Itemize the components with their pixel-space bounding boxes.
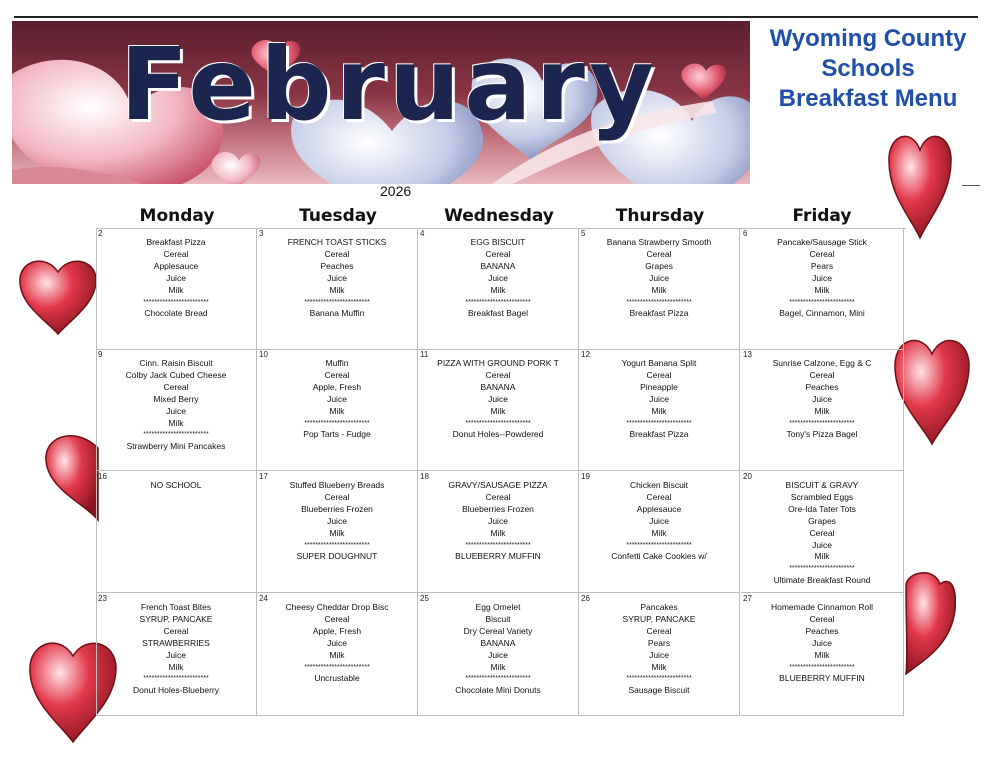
menu-item: Cereal bbox=[485, 369, 511, 380]
menu-item: Milk bbox=[651, 661, 667, 672]
menu-item: Chocolate Mini Donuts bbox=[455, 685, 541, 696]
menu-item: Breakfast Pizza bbox=[629, 429, 689, 440]
calendar-day-cell bbox=[418, 593, 579, 716]
banner-month-title: February bbox=[120, 26, 659, 143]
menu-items bbox=[579, 480, 739, 563]
month-banner bbox=[12, 21, 750, 184]
menu-item: BANANA bbox=[480, 381, 516, 392]
year-label: 2026 bbox=[380, 183, 412, 199]
day-number: 17 bbox=[259, 472, 268, 481]
menu-item: Bagel, Cinnamon, Mini bbox=[779, 308, 865, 319]
menu-item: Chocolate Bread bbox=[144, 308, 208, 319]
menu-item: Peaches bbox=[805, 625, 839, 636]
menu-item: Milk bbox=[168, 284, 184, 295]
menu-item: Milk bbox=[814, 405, 830, 416]
calendar-day-cell bbox=[96, 471, 257, 593]
day-number: 6 bbox=[743, 229, 748, 238]
menu-separator: ************************ bbox=[465, 419, 531, 427]
day-number: 26 bbox=[581, 594, 590, 603]
menu-item: Juice bbox=[488, 272, 508, 283]
menu-items bbox=[418, 358, 578, 441]
menu-item: Juice bbox=[166, 649, 186, 660]
heart-icon bbox=[892, 330, 972, 448]
menu-item: Uncrustable bbox=[314, 673, 360, 684]
day-number: 25 bbox=[420, 594, 429, 603]
menu-item: SYRUP, PANCAKE bbox=[622, 613, 696, 624]
menu-item: Juice bbox=[649, 272, 669, 283]
day-number: 13 bbox=[743, 350, 752, 359]
menu-items bbox=[741, 602, 903, 685]
menu-item: Milk bbox=[490, 661, 506, 672]
menu-title: Wyoming County Schools Breakfast Menu bbox=[769, 25, 967, 112]
menu-item: Juice bbox=[327, 637, 347, 648]
menu-separator: ************************ bbox=[626, 419, 692, 427]
menu-item: Cereal bbox=[809, 613, 835, 624]
day-number: 11 bbox=[420, 350, 429, 359]
menu-item: GRAVY/SAUSAGE PIZZA bbox=[448, 480, 548, 490]
day-number: 23 bbox=[98, 594, 107, 603]
menu-item: BISCUIT & GRAVY bbox=[785, 480, 859, 490]
menu-item: BANANA bbox=[480, 637, 516, 648]
menu-separator: ************************ bbox=[143, 298, 209, 306]
menu-item: Juice bbox=[812, 539, 832, 550]
menu-item: Juice bbox=[327, 393, 347, 404]
day-number: 20 bbox=[743, 472, 752, 481]
menu-item: Donut Holes--Powdered bbox=[452, 429, 544, 440]
menu-item: Cereal bbox=[324, 369, 350, 380]
calendar-day-cell bbox=[96, 349, 257, 471]
menu-item: Muffin bbox=[325, 358, 349, 368]
day-number: 24 bbox=[259, 594, 268, 603]
menu-items bbox=[741, 358, 903, 441]
menu-separator: ************************ bbox=[626, 675, 692, 683]
menu-item: Milk bbox=[814, 551, 830, 562]
calendar-day-cell bbox=[257, 471, 418, 593]
menu-item: FRENCH TOAST STICKS bbox=[287, 237, 387, 247]
menu-item: Scrambled Eggs bbox=[790, 491, 854, 502]
menu-item: Cereal bbox=[646, 491, 672, 502]
calendar-day-cell bbox=[96, 593, 257, 716]
menu-item: French Toast Bites bbox=[140, 602, 212, 612]
menu-item: Cereal bbox=[163, 381, 189, 392]
calendar-grid bbox=[96, 228, 904, 716]
day-number: 4 bbox=[420, 229, 425, 238]
menu-separator: ************************ bbox=[789, 663, 855, 671]
menu-item: Pancake/Sausage Stick bbox=[777, 237, 867, 247]
menu-item: Stuffed Blueberry Breads bbox=[289, 480, 385, 490]
menu-item: Milk bbox=[490, 527, 506, 538]
menu-item: BLUEBERRY MUFFIN bbox=[779, 673, 865, 684]
menu-separator: ************************ bbox=[143, 431, 209, 439]
day-header-monday: Monday bbox=[139, 206, 215, 226]
menu-item: Sausage Biscuit bbox=[628, 685, 690, 696]
menu-item: Strawberry Mini Pancakes bbox=[126, 441, 226, 452]
menu-item: Milk bbox=[490, 405, 506, 416]
calendar-day-cell bbox=[257, 349, 418, 471]
menu-item: Biscuit bbox=[485, 613, 511, 624]
menu-item: Cereal bbox=[646, 248, 672, 259]
menu-items bbox=[579, 602, 739, 697]
menu-item: BANANA bbox=[480, 260, 516, 271]
day-header-friday: Friday bbox=[792, 206, 852, 226]
menu-item: Blueberries Frozen bbox=[301, 503, 373, 514]
menu-item: Cereal bbox=[646, 625, 672, 636]
menu-item: Juice bbox=[488, 649, 508, 660]
menu-item: Tony's Pizza Bagel bbox=[786, 429, 858, 440]
menu-items bbox=[96, 358, 256, 453]
menu-items bbox=[257, 602, 417, 685]
menu-item: Juice bbox=[488, 393, 508, 404]
menu-separator: ************************ bbox=[304, 541, 370, 549]
top-rule bbox=[14, 16, 978, 18]
menu-items bbox=[741, 480, 903, 587]
menu-separator: ************************ bbox=[304, 298, 370, 306]
menu-item: BLUEBERRY MUFFIN bbox=[455, 551, 541, 562]
menu-item: Pop Tarts - Fudge bbox=[303, 429, 371, 440]
menu-item: Breakfast Pizza bbox=[146, 237, 206, 247]
menu-item: Grapes bbox=[808, 515, 836, 526]
menu-item: Milk bbox=[651, 405, 667, 416]
menu-item: Milk bbox=[651, 284, 667, 295]
calendar-day-cell bbox=[741, 349, 904, 471]
menu-separator: ************************ bbox=[465, 541, 531, 549]
menu-item: Milk bbox=[814, 284, 830, 295]
side-rule bbox=[962, 185, 980, 186]
calendar-day-cell bbox=[579, 349, 740, 471]
menu-item: NO SCHOOL bbox=[150, 480, 202, 490]
menu-items bbox=[96, 480, 256, 492]
menu-item: Cereal bbox=[809, 248, 835, 259]
menu-item: Apple, Fresh bbox=[312, 381, 362, 392]
menu-item: Milk bbox=[329, 527, 345, 538]
menu-items bbox=[418, 480, 578, 563]
menu-item: PIZZA WITH GROUND PORK T bbox=[437, 358, 559, 368]
day-header-thursday: Thursday bbox=[615, 206, 705, 226]
menu-item: Milk bbox=[329, 405, 345, 416]
menu-items bbox=[257, 358, 417, 441]
menu-item: Juice bbox=[166, 405, 186, 416]
day-number: 19 bbox=[581, 472, 590, 481]
menu-item: Milk bbox=[490, 284, 506, 295]
menu-item: Chicken Biscuit bbox=[629, 480, 689, 490]
menu-item: Cinn. Raisin Biscuit bbox=[139, 358, 213, 368]
menu-item: Juice bbox=[166, 272, 186, 283]
menu-item: Cereal bbox=[485, 491, 511, 502]
menu-item: Pineapple bbox=[640, 381, 678, 392]
heart-icon bbox=[904, 566, 956, 678]
menu-separator: ************************ bbox=[143, 675, 209, 683]
menu-item: Sunrise Calzone, Egg & C bbox=[772, 358, 872, 368]
menu-item: Mixed Berry bbox=[153, 393, 199, 404]
menu-item: Homemade Cinnamon Roll bbox=[770, 602, 874, 612]
menu-item: Cereal bbox=[163, 625, 189, 636]
menu-item: Breakfast Bagel bbox=[467, 308, 528, 319]
menu-item: Ultimate Breakfast Round bbox=[773, 575, 871, 586]
menu-items bbox=[257, 480, 417, 563]
menu-separator: ************************ bbox=[789, 298, 855, 306]
menu-item: Pears bbox=[810, 260, 834, 271]
menu-items bbox=[418, 602, 578, 697]
menu-items bbox=[96, 237, 256, 320]
day-number: 10 bbox=[259, 350, 268, 359]
menu-item: SYRUP, PANCAKE bbox=[139, 613, 213, 624]
menu-item: Juice bbox=[327, 515, 347, 526]
day-number: 2 bbox=[98, 229, 103, 238]
menu-items bbox=[96, 602, 256, 697]
menu-item: Egg Omelet bbox=[475, 602, 521, 612]
menu-item: Pears bbox=[647, 637, 671, 648]
menu-item: Banana Strawberry Smooth bbox=[606, 237, 712, 247]
day-header-tuesday: Tuesday bbox=[299, 206, 377, 226]
menu-item: Applesauce bbox=[636, 503, 682, 514]
day-number: 16 bbox=[98, 472, 107, 481]
menu-separator: ************************ bbox=[465, 675, 531, 683]
menu-separator: ************************ bbox=[304, 419, 370, 427]
calendar-day-cell bbox=[418, 228, 579, 350]
menu-item: Cereal bbox=[324, 613, 350, 624]
menu-item: Cereal bbox=[809, 527, 835, 538]
calendar-day-cell bbox=[741, 228, 904, 350]
day-number: 5 bbox=[581, 229, 586, 238]
menu-item: Ore-Ida Tater Tots bbox=[788, 503, 856, 514]
menu-item: Cereal bbox=[809, 369, 835, 380]
calendar-day-cell bbox=[257, 593, 418, 716]
heart-icon bbox=[16, 254, 100, 338]
menu-item: Juice bbox=[327, 272, 347, 283]
menu-item: Blueberries Frozen bbox=[462, 503, 534, 514]
menu-item: Cereal bbox=[163, 248, 189, 259]
menu-item: Juice bbox=[649, 515, 669, 526]
menu-item: Cereal bbox=[324, 248, 350, 259]
menu-items bbox=[257, 237, 417, 320]
menu-item: Apple, Fresh bbox=[312, 625, 362, 636]
menu-separator: ************************ bbox=[789, 419, 855, 427]
menu-item: Juice bbox=[812, 272, 832, 283]
menu-item: Banana Muffin bbox=[309, 308, 365, 319]
menu-item: Milk bbox=[168, 417, 184, 428]
day-header-wednesday: Wednesday bbox=[444, 206, 554, 226]
day-number: 9 bbox=[98, 350, 103, 359]
menu-items bbox=[579, 358, 739, 441]
menu-item: Dry Cereal Variety bbox=[463, 625, 533, 636]
menu-item: Milk bbox=[651, 527, 667, 538]
menu-item: Donut Holes-Blueberry bbox=[133, 685, 219, 696]
menu-item: Confetti Cake Cookies w/ bbox=[611, 551, 707, 562]
menu-item: Juice bbox=[649, 649, 669, 660]
menu-separator: ************************ bbox=[304, 663, 370, 671]
menu-item: Peaches bbox=[320, 260, 354, 271]
menu-item: EGG BISCUIT bbox=[470, 237, 526, 247]
menu-items bbox=[741, 237, 903, 320]
heart-icon bbox=[42, 428, 100, 524]
menu-item: Juice bbox=[812, 637, 832, 648]
menu-item: STRAWBERRIES bbox=[142, 637, 210, 648]
menu-item: SUPER DOUGHNUT bbox=[296, 551, 378, 562]
day-number: 18 bbox=[420, 472, 429, 481]
menu-item: Grapes bbox=[645, 260, 673, 271]
calendar-day-cell bbox=[96, 228, 257, 350]
calendar-day-cell bbox=[741, 471, 904, 593]
calendar-day-cell bbox=[579, 593, 740, 716]
calendar-day-cell bbox=[418, 349, 579, 471]
menu-item: Cheesy Cheddar Drop Bisc bbox=[285, 602, 389, 612]
menu-separator: ************************ bbox=[465, 298, 531, 306]
calendar-day-cell bbox=[257, 228, 418, 350]
menu-item: Colby Jack Cubed Cheese bbox=[125, 369, 227, 380]
calendar-day-cell bbox=[741, 593, 904, 716]
menu-item: Applesauce bbox=[153, 260, 199, 271]
menu-item: Milk bbox=[168, 661, 184, 672]
day-number: 3 bbox=[259, 229, 264, 238]
menu-item: Milk bbox=[814, 649, 830, 660]
menu-item: Juice bbox=[649, 393, 669, 404]
menu-item: Cereal bbox=[324, 491, 350, 502]
calendar-day-cell bbox=[418, 471, 579, 593]
menu-item: Juice bbox=[488, 515, 508, 526]
menu-items bbox=[418, 237, 578, 320]
menu-items bbox=[579, 237, 739, 320]
menu-item: Milk bbox=[329, 649, 345, 660]
calendar-day-cell bbox=[579, 471, 740, 593]
day-number: 12 bbox=[581, 350, 590, 359]
menu-separator: ************************ bbox=[789, 565, 855, 573]
menu-item: Cereal bbox=[646, 369, 672, 380]
menu-item: Cereal bbox=[485, 248, 511, 259]
menu-item: Pancakes bbox=[640, 602, 678, 612]
day-number: 27 bbox=[743, 594, 752, 603]
menu-separator: ************************ bbox=[626, 298, 692, 306]
menu-item: Milk bbox=[329, 284, 345, 295]
menu-item: Peaches bbox=[805, 381, 839, 392]
menu-item: Yogurt Banana Split bbox=[621, 358, 697, 368]
calendar-day-cell bbox=[579, 228, 740, 350]
menu-item: Breakfast Pizza bbox=[629, 308, 689, 319]
menu-separator: ************************ bbox=[626, 541, 692, 549]
menu-item: Juice bbox=[812, 393, 832, 404]
